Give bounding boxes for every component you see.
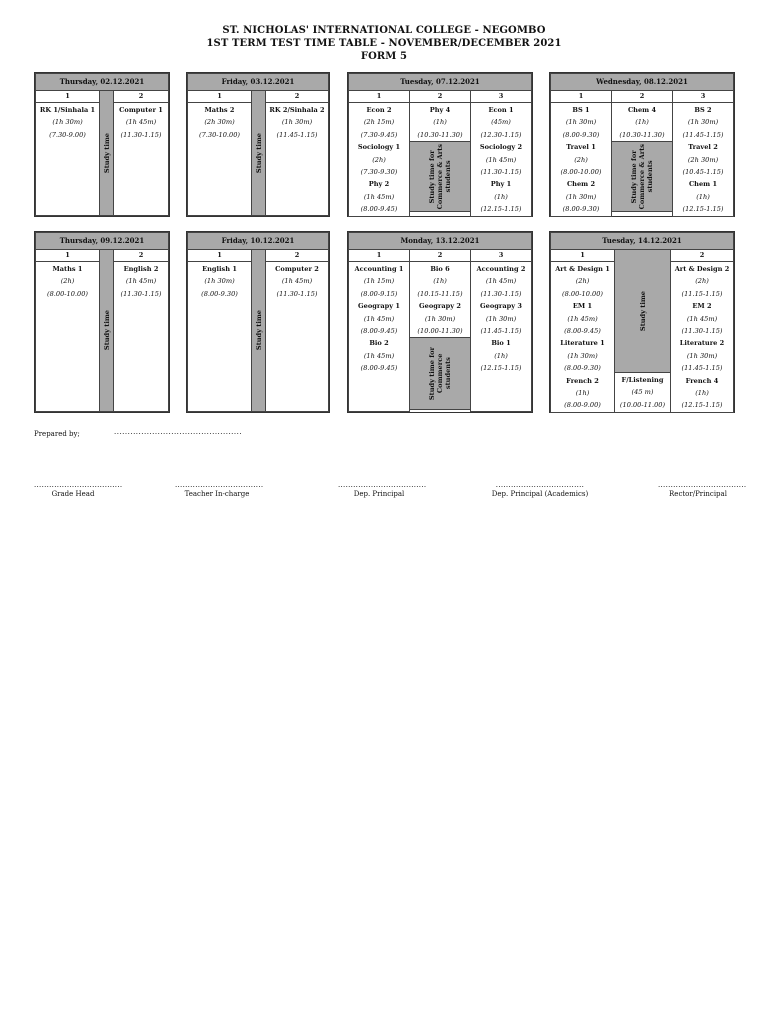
col-number: 1 [349, 91, 410, 103]
exam-duration: (1h 45m) [125, 277, 157, 286]
exam-time: (10.15-11.15) [417, 289, 463, 298]
exam-name: English 1 [202, 265, 237, 273]
exam-slot [349, 262, 409, 375]
empty-cell [410, 410, 471, 412]
exam-slot [266, 262, 328, 300]
exam-duration: (1h) [433, 118, 447, 127]
signature-label: Rector/Principal [669, 490, 727, 498]
exam-duration: (1h 45m) [363, 351, 395, 360]
exam-name: Econ 1 [488, 106, 514, 114]
exam-name: French 2 [566, 376, 599, 385]
exam-time: (11.15-1.15) [681, 289, 723, 298]
exam-time: (11.30-1.15) [681, 326, 723, 335]
exam-time: (11.30-1.15) [120, 289, 162, 298]
signature-dep-principal [338, 481, 427, 498]
exam-duration: (1h 30m) [687, 118, 719, 127]
col-number: 1 [349, 250, 410, 262]
exam-time: (10.45-1.15) [682, 167, 724, 176]
exam-time: (8.00-9.30) [562, 205, 600, 214]
day-block-mon-1312 [347, 231, 533, 413]
exam-name: Art & Design 1 [555, 265, 610, 273]
exam-duration: (2h) [695, 277, 709, 286]
exam-slot [114, 262, 168, 300]
day-date: Tuesday, 14.12.2021 [551, 233, 734, 250]
study-time-label: Study time for Commerce & Arts students [428, 143, 452, 210]
exam-name: Phy 1 [490, 180, 512, 189]
day-date: Monday, 13.12.2021 [349, 233, 532, 250]
exam-name: BS 2 [694, 106, 712, 114]
exam-name: Bio 1 [491, 339, 511, 348]
col-number: 3 [673, 91, 734, 103]
day-date: Wednesday, 08.12.2021 [551, 74, 734, 91]
exam-duration: (1h 45m) [567, 314, 598, 323]
exam-time: (8.00-9.45) [564, 326, 601, 335]
exam-duration: (45 m) [631, 388, 654, 397]
exam-slot [612, 103, 672, 141]
day-date: Thursday, 02.12.2021 [36, 74, 169, 91]
exam-name: French 4 [685, 376, 719, 385]
exam-name: Maths 1 [52, 265, 83, 273]
day-block-thu-0912 [34, 231, 170, 413]
day-block-wed-0812 [549, 72, 735, 217]
exam-slot [551, 262, 614, 412]
signature-line: ................................... [34, 481, 123, 489]
exam-name: Literature 2 [679, 339, 725, 348]
exam-time: (11.30-1.15) [480, 289, 522, 298]
exam-name: Travel 1 [566, 143, 596, 152]
day-block-thu-0212 [34, 72, 170, 217]
study-time-column [100, 250, 114, 412]
exam-name: English 2 [123, 265, 159, 273]
exam-name: Sociology 1 [357, 143, 401, 152]
exam-name: Bio 2 [369, 339, 389, 348]
study-time-label: Study time [102, 132, 111, 174]
study-time-column [252, 250, 266, 412]
exam-name: EM 2 [692, 302, 712, 311]
empty-cell [612, 212, 673, 216]
col-number: 1 [36, 250, 100, 262]
exam-slot [671, 262, 733, 412]
exam-time: (11.30-1.15) [276, 289, 318, 298]
exam-duration: (1h) [433, 277, 447, 286]
signature-grade-head [34, 481, 123, 498]
signature-line: ................................... [175, 481, 264, 489]
day-block-tue-0712 [347, 72, 533, 217]
exam-slot [551, 103, 611, 216]
exam-time: (12.15-1.15) [480, 205, 522, 214]
signature-teacher-in-charge [175, 481, 264, 498]
exam-time: (7.30-9.30) [360, 167, 398, 176]
exam-time: (8.00-9.30) [562, 130, 600, 139]
exam-name: Computer 1 [119, 106, 163, 114]
exam-time: (12.30-1.15) [480, 130, 522, 139]
exam-slot [471, 262, 531, 375]
exam-slot [266, 103, 328, 141]
exam-duration: (1h 30m) [485, 314, 517, 323]
exam-name: BS 1 [572, 106, 590, 114]
exam-slot [114, 103, 168, 141]
exam-name: Travel 2 [688, 143, 718, 152]
exam-name: Accounting 2 [476, 265, 526, 273]
exam-time: (8.00-9.00) [564, 401, 601, 410]
study-time-label: Study time [254, 132, 263, 174]
exam-slot [188, 262, 251, 300]
prepared-by-label: Prepared by; [34, 430, 80, 438]
exam-time: (8.00-9.30) [564, 364, 601, 373]
study-time-column [615, 250, 671, 373]
exam-time: (8.00-9.45) [360, 364, 398, 373]
col-number: 1 [188, 250, 252, 262]
exam-slot [36, 262, 99, 300]
exam-name: F/Listening [621, 376, 664, 384]
col-number: 1 [551, 250, 615, 262]
exam-duration: (2h) [574, 155, 588, 164]
col-number: 2 [671, 250, 734, 262]
exam-slot [188, 103, 251, 141]
exam-time: (7.30-10.00) [199, 130, 240, 139]
study-time-label: Study time for Commerce students [428, 347, 452, 401]
exam-slot [36, 103, 99, 141]
exam-name: EM 1 [572, 302, 593, 311]
exam-name: Chem 2 [566, 180, 596, 189]
exam-time: (12.15-1.15) [682, 205, 724, 214]
signature-label: Teacher In-charge [184, 490, 250, 498]
exam-time: (12.15-1.15) [681, 401, 723, 410]
exam-time: (10.00-11.00) [619, 400, 666, 409]
exam-duration: (1h 45m) [363, 314, 395, 323]
exam-duration: (1h 30m) [567, 351, 598, 360]
exam-name: Art & Design 2 [674, 265, 730, 273]
exam-duration: (45m) [491, 118, 511, 127]
exam-duration: (1h 30m) [565, 118, 597, 127]
exam-duration: (2h) [60, 277, 75, 286]
exam-name: Geograpy 2 [419, 302, 461, 311]
exam-name: Maths 2 [204, 106, 235, 114]
exam-duration: (1h) [494, 192, 508, 201]
exam-duration: (1h) [696, 192, 710, 201]
exam-duration: (1h 30m) [424, 314, 456, 323]
col-number: 1 [36, 91, 100, 103]
exam-duration: (1h 45m) [125, 118, 157, 127]
exam-name: RK 1/Sinhala 1 [39, 106, 96, 114]
exam-name: RK 2/Sinhala 2 [269, 106, 325, 114]
exam-name: Geograpy 3 [480, 302, 522, 311]
exam-time: (11.45-1.15) [276, 130, 318, 139]
exam-time: (8.00-9.45) [360, 205, 398, 214]
exam-name: Phy 2 [368, 180, 390, 189]
exam-time: (8.00-9.45) [360, 326, 398, 335]
exam-duration: (1h) [575, 388, 590, 397]
exam-duration: (1h 45m) [281, 277, 313, 286]
prepared-by-line: ............................................... [114, 428, 243, 436]
col-number: 3 [471, 250, 532, 262]
exam-time: (11.45-1.15) [681, 364, 723, 373]
exam-duration: (1h 30m) [52, 118, 83, 127]
col-number: 1 [188, 91, 252, 103]
exam-slot [615, 373, 670, 411]
col-number: 3 [471, 91, 532, 103]
timetable-title: 1ST TERM TEST TIME TABLE - NOVEMBER/DECEMBER 2021 [206, 38, 562, 49]
study-time-column [410, 338, 471, 410]
exam-time: (8.00-10.00) [47, 289, 88, 298]
exam-name: Phy 4 [429, 106, 451, 114]
day-date: Thursday, 09.12.2021 [36, 233, 169, 250]
exam-name: Sociology 2 [479, 143, 523, 152]
exam-time: (10.30-11.30) [619, 130, 665, 139]
exam-time: (11.45-1.15) [480, 326, 522, 335]
exam-slot [349, 103, 409, 216]
day-date: Tuesday, 07.12.2021 [349, 74, 532, 91]
exam-name: Chem 1 [688, 180, 718, 189]
exam-time: (10.00-11.30) [417, 326, 463, 335]
study-time-label: Study time for Commerce & Arts students [630, 143, 654, 210]
exam-time: (11.30-1.15) [480, 167, 522, 176]
signature-dep-principal-academics [487, 481, 593, 498]
exam-duration: (1h 30m) [565, 192, 597, 201]
study-time-label: Study time [102, 310, 111, 351]
exam-duration: (1h 30m) [204, 277, 235, 286]
signature-rector-principal [658, 481, 747, 498]
study-time-label: Study time [254, 310, 263, 351]
exam-time: (7.30-9.00) [49, 130, 86, 139]
exam-duration: (2h 15m) [363, 118, 395, 127]
exam-duration: (2h 30m) [204, 118, 235, 127]
exam-duration: (1h 45m) [686, 314, 718, 323]
exam-duration: (2h) [575, 277, 590, 286]
signature-label: Grade Head [51, 490, 95, 498]
study-time-column [410, 142, 471, 212]
exam-time: (8.00-10.00) [560, 167, 602, 176]
exam-time: (8.00-9.15) [360, 289, 398, 298]
day-block-fri-0312 [186, 72, 330, 217]
signature-line: ................................... [658, 481, 747, 489]
exam-name: Computer 2 [275, 265, 319, 273]
col-number: 2 [410, 250, 471, 262]
exam-name: Econ 2 [366, 106, 392, 114]
signature-line: ................................... [338, 481, 427, 489]
exam-duration: (1h) [494, 351, 508, 360]
exam-slot [471, 103, 531, 216]
exam-duration: (1h 45m) [485, 155, 517, 164]
signature-label: Dep. Principal [353, 490, 405, 498]
col-number: 2 [612, 91, 673, 103]
signature-line: ................................... [495, 481, 585, 489]
empty-cell [410, 212, 471, 216]
exam-duration: (1h 15m) [363, 277, 395, 286]
exam-duration: (1h) [695, 388, 709, 397]
exam-time: (11.30-1.15) [120, 130, 162, 139]
col-number: 2 [114, 250, 169, 262]
college-title: ST. NICHOLAS' INTERNATIONAL COLLEGE - NEGOMBO [222, 25, 546, 36]
exam-time: (8.00-10.00) [562, 289, 603, 298]
exam-name: Chem 4 [627, 106, 657, 114]
exam-duration: (2h 30m) [687, 155, 719, 164]
exam-name: Literature 1 [560, 339, 605, 348]
exam-name: Geograpy 1 [358, 302, 400, 311]
col-number: 1 [551, 91, 612, 103]
col-number: 2 [114, 91, 169, 103]
exam-slot [673, 103, 733, 216]
exam-name: Accounting 1 [354, 265, 404, 273]
day-block-fri-1012 [186, 231, 330, 413]
exam-duration: (1h 30m) [281, 118, 313, 127]
exam-duration: (1h 30m) [686, 351, 718, 360]
study-time-column [100, 91, 114, 216]
study-time-column [612, 142, 673, 212]
exam-time: (7.30-9.45) [360, 130, 398, 139]
study-time-label: Study time [638, 290, 647, 332]
exam-time: (10.30-11.30) [417, 130, 463, 139]
exam-duration: (1h 45m) [363, 192, 395, 201]
col-number: 2 [266, 250, 329, 262]
exam-time: (8.00-9.30) [201, 289, 238, 298]
study-time-column [252, 91, 266, 216]
form-title: FORM 5 [360, 51, 408, 62]
exam-duration: (1h) [635, 118, 649, 127]
exam-time: (11.45-1.15) [682, 130, 724, 139]
day-date: Friday, 03.12.2021 [188, 74, 329, 91]
day-date: Friday, 10.12.2021 [188, 233, 329, 250]
exam-time: (12.15-1.15) [480, 364, 522, 373]
exam-name: Bio 6 [430, 265, 450, 273]
col-number: 2 [410, 91, 471, 103]
exam-duration: (2h) [372, 155, 386, 164]
exam-slot [410, 262, 470, 337]
exam-slot [410, 103, 470, 141]
day-block-tue-1412 [549, 231, 735, 413]
exam-duration: (1h 45m) [485, 277, 517, 286]
col-number: 2 [266, 91, 329, 103]
signature-label: Dep. Principal (Academics) [491, 490, 589, 498]
